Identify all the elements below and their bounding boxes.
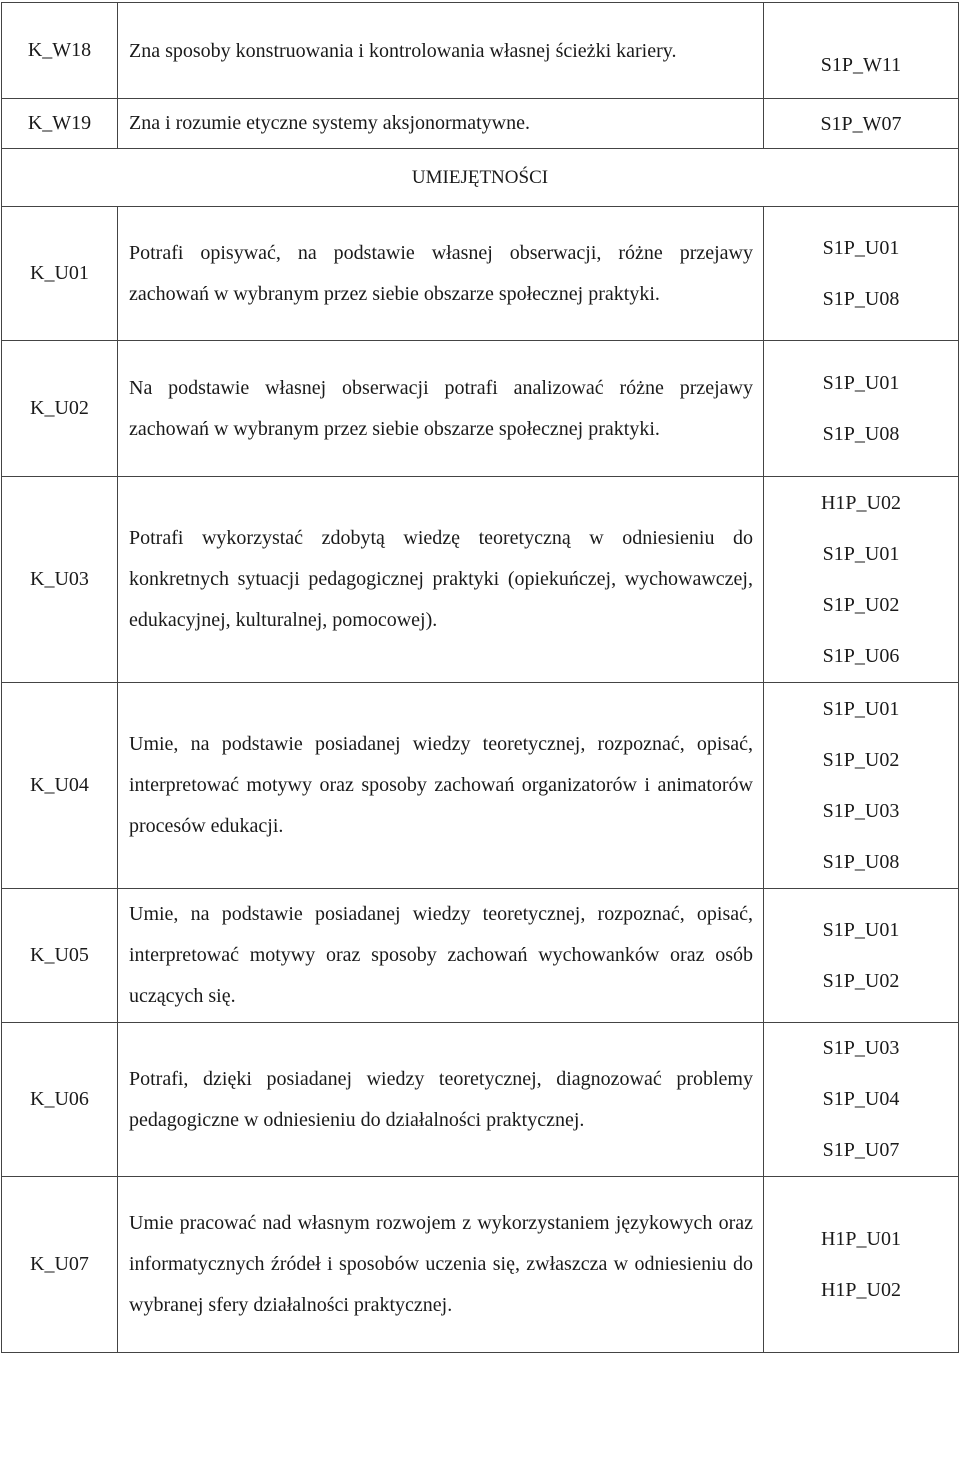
table-row xyxy=(2,207,959,341)
learning-outcomes-table xyxy=(1,2,959,1353)
table-row xyxy=(2,477,959,683)
reference-code: S1P_U01 xyxy=(822,918,900,941)
reference-code: H1P_U02 xyxy=(820,1278,901,1301)
outcome-code: K_U03 xyxy=(2,477,118,683)
reference-code: S1P_U02 xyxy=(822,593,900,616)
reference-code: S1P_U01 xyxy=(822,236,900,259)
outcome-code: K_U02 xyxy=(2,341,118,477)
table-row xyxy=(2,1177,959,1353)
outcome-code: K_U07 xyxy=(2,1177,118,1353)
outcome-description: Potrafi wykorzystać zdobytą wiedzę teoretyczną w odniesieniu do konkretnych sytuacji pedagogicznej praktyki (opiekuńczej, wychowawczej, edukacyjnej, kulturalnej, pomocowej). xyxy=(118,477,764,683)
outcome-references xyxy=(764,889,959,1023)
reference-code: H1P_U01 xyxy=(820,1227,901,1250)
reference-code: S1P_U02 xyxy=(822,748,900,771)
outcome-references xyxy=(764,207,959,341)
reference-code: S1P_W11 xyxy=(820,54,902,76)
outcome-references xyxy=(764,341,959,477)
reference-code: S1P_U03 xyxy=(822,799,900,822)
outcome-description: Na podstawie własnej obserwacji potrafi analizować różne przejawy zachowań w wybranym przez siebie obszarze społecznej praktyki. xyxy=(118,341,764,477)
outcome-code: K_W19 xyxy=(2,99,118,149)
reference-code: S1P_U03 xyxy=(822,1037,900,1059)
outcome-references xyxy=(764,477,959,683)
reference-code: S1P_U01 xyxy=(822,371,900,394)
outcome-references xyxy=(764,1023,959,1177)
reference-code: S1P_U08 xyxy=(822,850,900,873)
outcome-description: Potrafi, dzięki posiadanej wiedzy teoretycznej, diagnozować problemy pedagogiczne w odniesieniu do działalności praktycznej. xyxy=(118,1023,764,1177)
outcome-code: K_U04 xyxy=(2,683,118,889)
outcome-code: K_W18 xyxy=(2,3,118,99)
outcome-code: K_U06 xyxy=(2,1023,118,1177)
table-row xyxy=(2,889,959,1023)
outcome-code: K_U05 xyxy=(2,889,118,1023)
table-row xyxy=(2,683,959,889)
reference-code: S1P_U04 xyxy=(822,1088,900,1110)
outcome-description: Zna sposoby konstruowania i kontrolowania własnej ścieżki kariery. xyxy=(118,3,764,99)
section-heading: UMIEJĘTNOŚCI xyxy=(2,149,959,207)
outcome-references xyxy=(764,1177,959,1353)
table-row xyxy=(2,99,959,149)
table-row xyxy=(2,341,959,477)
section-heading-row xyxy=(2,149,959,207)
reference-code: S1P_U08 xyxy=(822,422,900,445)
outcome-description: Zna i rozumie etyczne systemy aksjonormatywne. xyxy=(118,99,764,149)
outcome-description: Potrafi opisywać, na podstawie własnej obserwacji, różne przejawy zachowań w wybranym przez siebie obszarze społecznej praktyki. xyxy=(118,207,764,341)
outcome-references xyxy=(764,99,959,149)
outcome-references xyxy=(764,683,959,889)
outcome-description: Umie, na podstawie posiadanej wiedzy teoretycznej, rozpoznać, opisać, interpretować motywy oraz sposoby zachowań organizatorów i animatorów procesów edukacji. xyxy=(118,683,764,889)
outcome-references xyxy=(764,3,959,99)
reference-code: S1P_U08 xyxy=(822,287,900,310)
reference-code: H1P_U02 xyxy=(820,491,901,514)
outcome-code: K_U01 xyxy=(2,207,118,341)
reference-code: S1P_U07 xyxy=(822,1139,900,1161)
reference-code: S1P_U02 xyxy=(822,969,900,992)
outcome-description: Umie pracować nad własnym rozwojem z wykorzystaniem językowych oraz informatycznych źródeł i sposobów uczenia się, zwłaszcza w odniesieniu do wybranej sfery działalności praktycznej. xyxy=(118,1177,764,1353)
table-row xyxy=(2,3,959,99)
reference-code: S1P_U06 xyxy=(822,644,900,667)
reference-code: S1P_U01 xyxy=(822,542,900,565)
outcome-description: Umie, na podstawie posiadanej wiedzy teoretycznej, rozpoznać, opisać, interpretować motywy oraz sposoby zachowań wychowanków oraz osób uczących się. xyxy=(118,889,764,1023)
reference-code: S1P_W07 xyxy=(820,112,902,135)
table-row xyxy=(2,1023,959,1177)
reference-code: S1P_U01 xyxy=(822,697,900,720)
